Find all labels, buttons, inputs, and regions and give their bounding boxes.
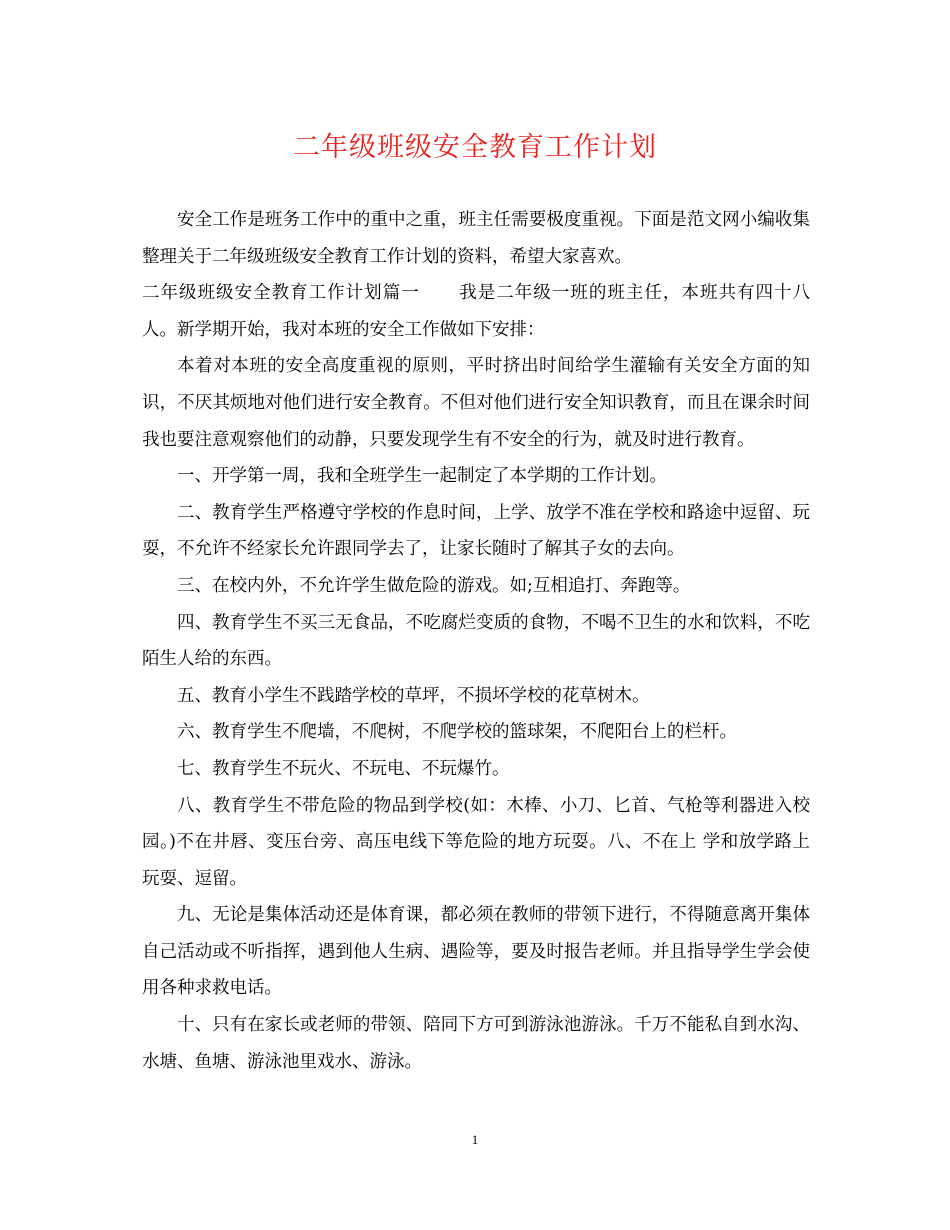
list-item-10: 十、只有在家长或老师的带领、陪同下方可到游泳池游泳。千万不能私自到水沟、水塘、鱼塘、游泳池里戏水、游泳。 bbox=[142, 1015, 810, 1072]
list-item-7: 七、教育学生不玩火、不玩电、不玩爆竹。 bbox=[177, 758, 510, 779]
list-item-4: 四、教育学生不买三无食品，不吃腐烂变质的食物，不喝不卫生的水和饮料，不吃陌生人给的东西。 bbox=[142, 612, 810, 670]
document-title: 二年级班级安全教育工作计划 bbox=[293, 132, 657, 163]
list-item-2: 二、教育学生严格遵守学校的作息时间，上学、放学不准在学校和路途中逗留、玩耍，不允许不经家长允许跟同学去了，让家长随时了解其子女的去向。 bbox=[142, 502, 810, 560]
list-item-5: 五、教育小学生不践踏学校的草坪，不损坏学校的花草树木。 bbox=[177, 685, 650, 706]
section-opening-text: 我是二年级一班的班主任，本班共有四十八人。新学期开始，我对本班的安全工作做如下安排： bbox=[142, 283, 811, 340]
list-item-1: 一、开学第一周，我和全班学生一起制定了本学期的工作计划。 bbox=[177, 466, 667, 487]
document-body bbox=[142, 202, 810, 1080]
body-paragraph: 本着对本班的安全高度重视的原则，平时挤出时间给学生灌输有关安全方面的知识，不厌其烦地对他们进行安全教育。不但对他们进行安全知识教育，而且在课余时间我也要注意观察他们的动静，只要发现学生有不安全的行为，就及时进行教育。 bbox=[142, 356, 810, 450]
section-heading: 二年级班级安全教育工作计划篇一 bbox=[142, 283, 420, 304]
page-number: 1 bbox=[471, 1132, 479, 1147]
list-item-9: 九、无论是集体活动还是体育课，都必须在教师的带领下进行，不得随意离开集体自己活动或不听指挥，遇到他人生病、遇险等，要及时报告老师。并且指导学生学会使用各种求救电话。 bbox=[142, 905, 810, 999]
intro-paragraph: 安全工作是班务工作中的重中之重，班主任需要极度重视。下面是范文网小编收集整理关于二年级班级安全教育工作计划的资料，希望大家喜欢。 bbox=[142, 210, 810, 267]
list-item-8: 八、教育学生不带危险的物品到学校(如：木棒、小刀、匕首、气枪等利器进入校园。)不在井唇、变压台旁、高压电线下等危险的地方玩耍。八、不在上 学和放学路上玩耍、逗留。 bbox=[142, 795, 810, 889]
list-item-6: 六、教育学生不爬墙，不爬树，不爬学校的篮球架，不爬阳台上的栏杆。 bbox=[177, 722, 737, 743]
list-item-3: 三、在校内外，不允许学生做危险的游戏。如;互相追打、奔跑等。 bbox=[177, 575, 691, 596]
section-opening-paragraph bbox=[142, 275, 810, 348]
